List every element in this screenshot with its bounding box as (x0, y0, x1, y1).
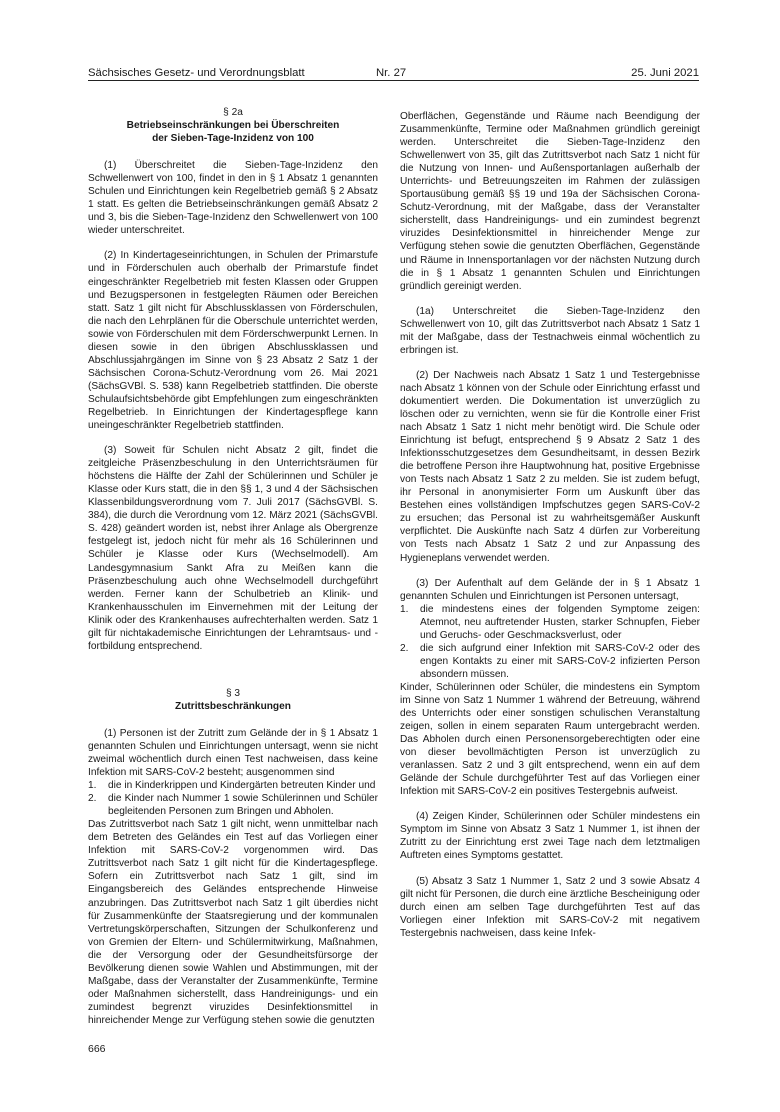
section-3-paragraph-5: (5) Absatz 3 Satz 1 Nummer 1, Satz 2 und 3 sowie Absatz 4 gilt nicht für Personen, die durch eine ärztliche Bescheinigung oder durch einen am selben Tage durchgeführten Test auf das Vorliegen einer Infektion mit SARS-CoV-2 mit negativem Testergebnis nachweisen, dass keine Infek- (400, 875, 700, 939)
publication-title: Sächsisches Gesetz- und Verordnungsblatt (88, 67, 305, 79)
list-item-number: 2. (400, 642, 409, 654)
section-2a-paragraph-1: (1) Überschreitet die Sieben-Tage-Inzidenz den Schwellenwert von 100, findet in den in § 1 Absatz 1 genannten Schulen und Einrichtungen kein Regelbetrieb gemäß § 2 Absatz 1 statt. Es gelten die Betriebseinschränkungen gemäß Absatz 2 und 3, bis die Sieben-Tage-Inzidenz den Schwellenwert von 100 wieder unterschreitet. (88, 160, 378, 237)
section-2a-paragraph-3: (3) Soweit für Schulen nicht Absatz 2 gilt, findet die zeitgleiche Präsenzbeschulung in den Unterrichtsräumen für höchstens die Hälfte der Zahl der Schülerinnen und Schüler je Klasse oder Kurs statt, die in den §§ 1, 3 und 4 der Sächsischen Klassenbildungsverordnung vom 7. Juli 2017 (SächsGVBl. S. 384), die durch die Verordnung vom 12. März 2021 (SächsGVBl. S. 428) geändert worden ist, nebst ihrer Anlage als Obergrenze festgelegt ist, jedoch nicht für mehr als 16 Schülerinnen und Schüler je Klasse oder Kurs (Wechselmodell). Am Landesgymnasium Sankt Afra zu Meißen kann die Präsenzbeschulung auch ohne Wechselmodell durchgeführt werden. Ferner kann der Schulbetrieb an Klinik- und Krankenhausschulen im Einvernehmen mit der Leitung der Klinik oder des Krankenhauses aufrechterhalten werden. Satz 1 gilt für nichtakademische Einrichtungen der Lehramtsaus- und -fortbildung entsprechend. (88, 445, 378, 652)
list-item (88, 779, 378, 792)
issue-number: Nr. 27 (376, 67, 407, 79)
left-column (88, 106, 378, 1027)
list-item-text: die Kinder nach Nummer 1 sowie Schülerinnen und Schüler begleitenden Personen zum Bringen und Abholen. (108, 793, 378, 818)
section-3-paragraph-3-list (400, 603, 700, 681)
section-3-paragraph-4: (4) Zeigen Kinder, Schülerinnen oder Schüler mindestens ein Symptom im Sinne von Absatz 3 Satz 1 Nummer 1, ist ihnen der Zutritt zu der Einrichtung erst zwei Tage nach dem letztmaligen Auftreten eines Symptoms gestattet. (400, 811, 700, 862)
list-item (88, 792, 378, 818)
section-3-paragraph-1-intro: (1) Personen ist der Zutritt zum Gelände der in § 1 Absatz 1 genannten Schulen und Einrichtungen untersagt, wenn sie nicht zweimal wöchentlich durch einen Test nachweisen, dass keine Infektion mit SARS-CoV-2 besteht; ausgenommen sind (88, 727, 378, 779)
list-item-number: 1. (400, 603, 409, 615)
section-3-paragraph-1-continued: Oberflächen, Gegenstände und Räume nach Beendigung der Zusammenkünfte, Termine oder Maßnahmen gründlich gereinigt werden. Unterschreitet die Sieben-Tage-Inzidenz den Schwellenwert von 35, gilt das Zutrittsverbot nach Satz 1 nicht für die Nutzung von Innen- und Außensportanlagen außerhalb der Unterrichts- und Betreuungszeiten im Rahmen der zulässigen Sportausübung gemäß §§ 19 und 19a der Sächsischen Corona-Schutz-Verordnung, mit der Maßgabe, dass der Veranstalter sicherstellt, dass Handreinigungs- und ein zumindest begrenzt viruzides Desinfektionsmittel in hinreichender Menge zur Verfügung stehen sowie die genutzten Oberflächen, Gegenstände und Räume in Innensportanlagen vor der nächsten Nutzung durch die in § 1 Absatz 1 genannten Schulen und Einrichtungen gründlich gereinigt werden. (400, 111, 700, 292)
section-3-paragraph-3-intro: (3) Der Aufenthalt auf dem Gelände der in § 1 Absatz 1 genannten Schulen und Einrichtungen ist Personen untersagt, (400, 577, 700, 602)
issue-date: 25. Juni 2021 (631, 67, 699, 79)
section-3-paragraph-1-list (88, 779, 378, 818)
section-2a-number: § 2a (223, 107, 243, 118)
list-item-number: 1. (88, 780, 97, 792)
list-item (400, 603, 700, 642)
section-3-paragraph-1a: (1a) Unterschreitet die Sieben-Tage-Inzidenz den Schwellenwert von 10, gilt das Zutrittsverbot nach Absatz 1 Satz 1 mit der Maßgabe, dass der Testnachweis einmal wöchentlich zu erbringen ist. (400, 305, 700, 356)
list-item (400, 642, 700, 681)
header-rule (88, 80, 699, 81)
section-3-number: § 3 (225, 687, 241, 699)
right-column (400, 110, 700, 940)
page-number: 666 (88, 1043, 106, 1055)
section-2a-paragraph-2: (2) In Kindertageseinrichtungen, in Schulen der Primarstufe und in Förderschulen auch oberhalb der Primarstufe findet eingeschränkter Regelbetrieb mit festen Klassen oder Gruppen und Bezugspersonen in festgelegten Räumen oder Bereichen statt. Satz 1 gilt nicht für Abschlussklassen von Förderschulen, die nach den Lehrplänen für die Oberschule unterrichtet werden, sowie von Förderschulen mit dem Förderschwerpunkt Lernen. In diesen sowie in den übrigen Abschlussklassen und Abschlussjahrgängen im Sinne von § 23 Absatz 2 Satz 1 der Sächsischen Corona-Schutz-Verordnung vom 26. Mai 2021 (SächsGVBl. S. 538) kann Regelbetrieb stattfinden. Die oberste Schulaufsichtsbehörde gibt Empfehlungen zum eingeschränkten Regelbetrieb. In Einrichtungen der Kindertagespflege kann uneingeschränkter Regelbetrieb stattfinden. (88, 250, 378, 432)
list-item-text: die mindestens eines der folgenden Symptome zeigen: Atemnot, neu auftretender Husten, starker Schnupfen, Fieber und Geruchs- oder Geschmacksverlust, oder (420, 603, 700, 641)
section-3-paragraph-1-rest: Das Zutrittsverbot nach Satz 1 gilt nicht, wenn unmittelbar nach dem Betreten des Geländes ein Test auf das Vorliegen einer Infektion mit SARS-CoV-2 vorgenommen wird. Das Zutrittsverbot nach Satz 1 gilt nicht für die Kindertagespflege. Sofern ein Zutrittsverbot nach Satz 1 gilt, sind im Eingangsbereich des Geländes entsprechende Hinweise anzubringen. Das Zutrittsverbot nach Satz 1 gilt überdies nicht für Zusammenkünfte der Staatsregierung und der kommunalen Vertretungskörperschaften, Sitzungen der Schulkonferenz und von Gremien der Eltern- und Schülermitwirkung, Maßnahmen, die der Versorgung oder der Gesundheitsfürsorge der Bevölkerung dienen sowie Wahlen und Abstimmungen, mit der Maßgabe, dass der Veranstalter der Zusammenkünfte, Termine oder Maßnahmen sicherstellt, dass Handreinigungs- und ein zumindest begrenzt viruzides Desinfektionsmittel in hinreichender Menge zur Verfügung stehen sowie die genutzten (88, 819, 378, 1026)
list-item-number: 2. (88, 793, 97, 805)
section-3-paragraph-3-rest: Kinder, Schülerinnen oder Schüler, die mindestens ein Symptom im Sinne von Satz 1 Nummer 1 während der Betreuung, während des Unterrichts oder einer sonstigen schulischen Veranstaltung zeigen, sollen in einem separaten Raum untergebracht werden. Das Abholen durch einen Personensorgeberechtigten oder eine von dieser bevollmächtigten Person ist unverzüglich zu veranlassen. Satz 2 und 3 gilt entsprechend, wenn ein auf dem Gelände der Schule durchgeführter Test auf das Vorliegen einer Infektion mit SARS-CoV-2 ein positives Testergebnis aufweist. (400, 681, 700, 798)
section-3-title: Zutrittsbeschränkungen (175, 700, 291, 712)
section-3-paragraph-2: (2) Der Nachweis nach Absatz 1 Satz 1 und Testergebnisse nach Absatz 1 können von der Schule oder Einrichtung erfasst und dokumentiert werden. Die Dokumentation ist unverzüglich zu löschen oder zu vernichten, wenn sie für die Kontrolle einer Frist nach Absatz 1 Satz 1 nicht mehr benötigt wird. Die Schule oder Einrichtung ist befugt, entsprechend § 9 Absatz 2 Satz 1 des Infektionsschutzgesetzes dem Gesundheitsamt, in dessen Bezirk die betroffene Person ihre Hauptwohnung hat, positive Ergebnisse von Tests nach Absatz 1 Satz 2 zu melden. Sie ist zudem befugt, ihr Personal in anonymisierter Form um Auskunft über das Bestehen eines vollständigen Impfschutzes gegen SARS-CoV-2 zu ersuchen; das Personal ist zu wahrheitsgemäßer Auskunft verpflichtet. Die Auskünfte nach Satz 4 dürfen zur Vorbereitung von Tests nach Absatz 1 Satz 2 und zur Anpassung des Hygieneplans verwendet werden. (400, 369, 700, 564)
section-2a-title-line2: der Sieben-Tage-Inzidenz von 100 (152, 133, 314, 145)
section-2a-title-line1: Betriebseinschränkungen bei Überschreiten (126, 120, 340, 132)
list-item-text: die sich aufgrund einer Infektion mit SARS-CoV-2 oder des engen Kontakts zu einer mit SARS-CoV-2 infizierten Person absondern müssen. (420, 642, 700, 680)
list-item-text: die in Kinderkrippen und Kindergärten betreuten Kinder und (108, 780, 376, 792)
